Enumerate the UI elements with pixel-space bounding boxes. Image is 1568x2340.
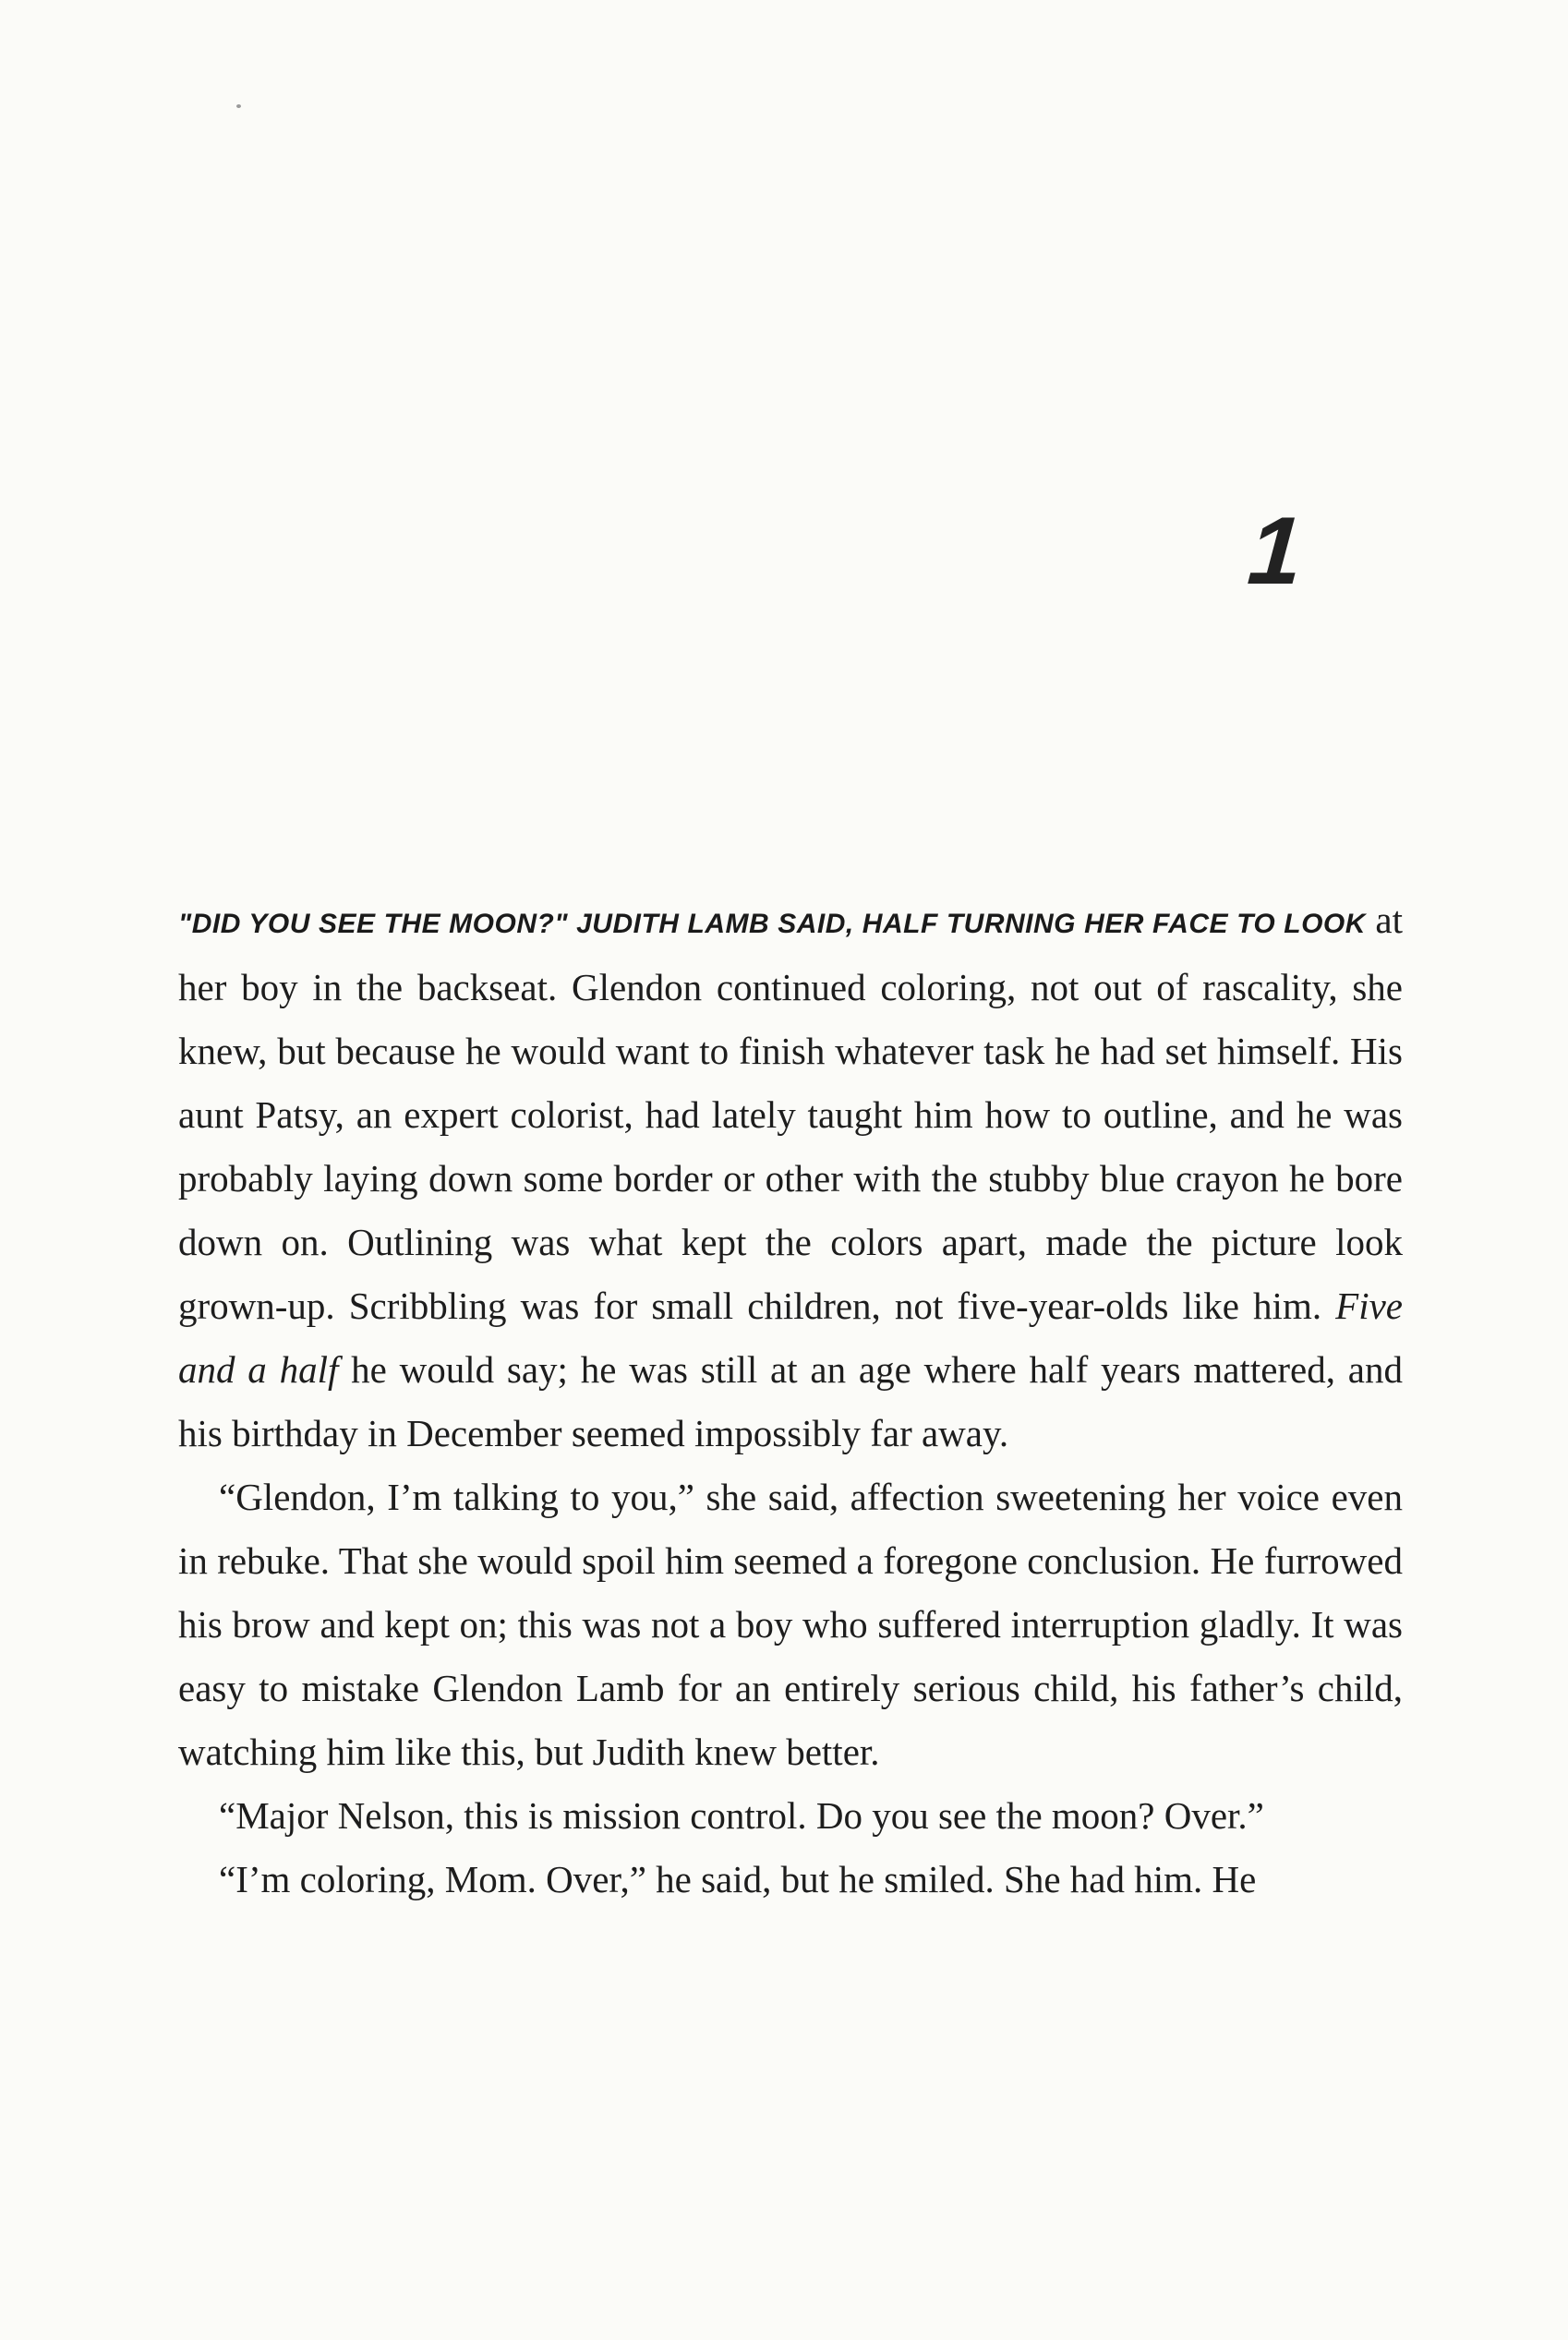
paragraph-1 — [178, 888, 1403, 1466]
paragraph-2: “Glendon, I’m talking to you,” she said, affection sweetening her voice even in rebuke. That she would spoil him seemed a foregone conclusion. He furrowed his brow and kept on; this was not a boy who suffered interruption gladly. It was easy to mistake Glendon Lamb for an entirely serious child, his father’s child, watching him like this, but Judith knew better. — [178, 1476, 1403, 1773]
paragraph-1-text-a: at her boy in the backseat. Glendon continued coloring, not out of rascality, she knew, but because he would want to finish whatever task he had set himself. His aunt Patsy, an expert colorist, had lately taught him how to outline, and he was probably laying down some border or other with the stubby blue crayon he bore down on. Outlining was what kept the colors apart, made the picture look grown-up. Scribbling was for small children, not five-year-olds like him. — [178, 899, 1403, 1327]
paper-speck — [236, 104, 241, 108]
chapter-body — [178, 888, 1403, 1912]
chapter-number: 1 — [1245, 498, 1307, 605]
paragraph-1-emphasis: Five and a half — [178, 1285, 1403, 1391]
lead-in-caps: "DID YOU SEE THE MOON?" JUDITH LAMB SAID, HALF TURNING HER FACE TO LOOK — [178, 909, 1366, 939]
paragraph-3: “Major Nelson, this is mission control. Do you see the moon? Over.” — [219, 1794, 1264, 1837]
paragraph-4: “I’m coloring, Mom. Over,” he said, but he smiled. She had him. He — [219, 1858, 1257, 1900]
paragraph-1-text-b: he would say; he was still at an age where half years mattered, and his birthday in December seemed impossibly far away. — [178, 1348, 1403, 1454]
